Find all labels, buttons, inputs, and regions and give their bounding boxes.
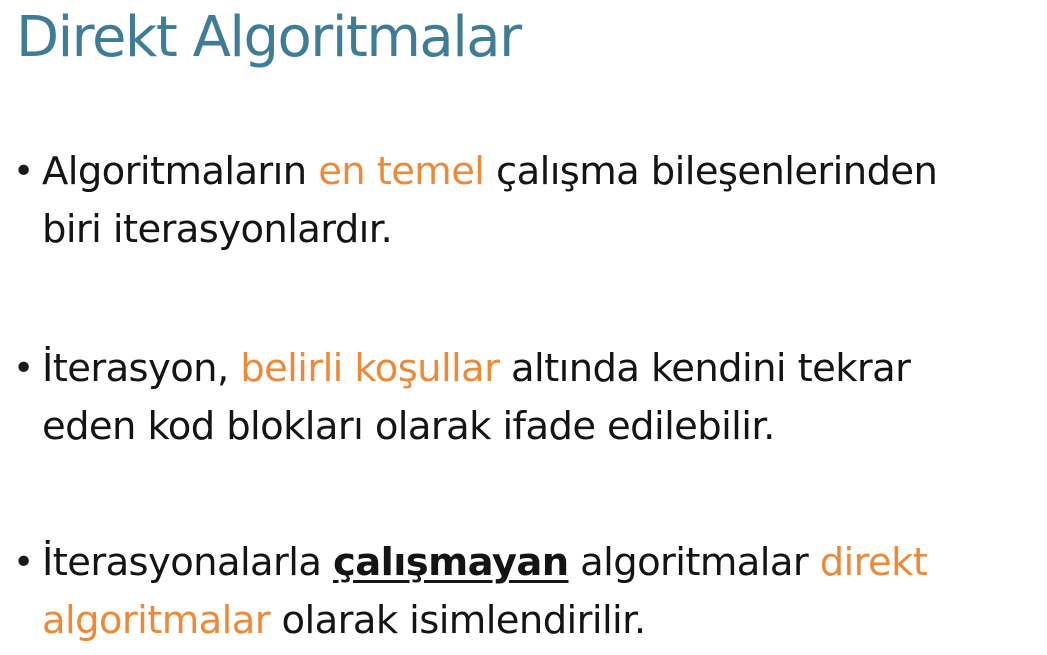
text-segment: İterasyon, (42, 346, 241, 391)
text-segment: Algoritmaların (42, 149, 319, 194)
text-segment: eden kod blokları olarak ifade edilebilir. (42, 404, 775, 449)
text-segment: altında kendini tekrar (499, 346, 911, 391)
text-segment: algoritmalar (568, 540, 820, 585)
highlight-text: algoritmalar (42, 598, 270, 643)
bullet-text (42, 143, 937, 259)
emphasis-text: çalışmayan (333, 540, 569, 585)
highlight-text: en temel (318, 149, 485, 194)
highlight-text: direkt (819, 540, 928, 585)
bullet-marker: • (13, 348, 35, 389)
bullet-text (42, 340, 910, 456)
highlight-text: belirli koşullar (240, 346, 500, 391)
text-segment: çalışma bileşenlerinden (484, 149, 938, 194)
text-segment: biri iterasyonlardır. (42, 207, 393, 252)
slide-title: Direkt Algoritmalar (16, 5, 521, 70)
bullet-marker: • (13, 151, 35, 192)
text-segment: İterasyonalarla (42, 540, 333, 585)
bullet-text (42, 534, 927, 650)
bullet-marker: • (13, 542, 35, 583)
text-segment: olarak isimlendirilir. (269, 598, 646, 643)
